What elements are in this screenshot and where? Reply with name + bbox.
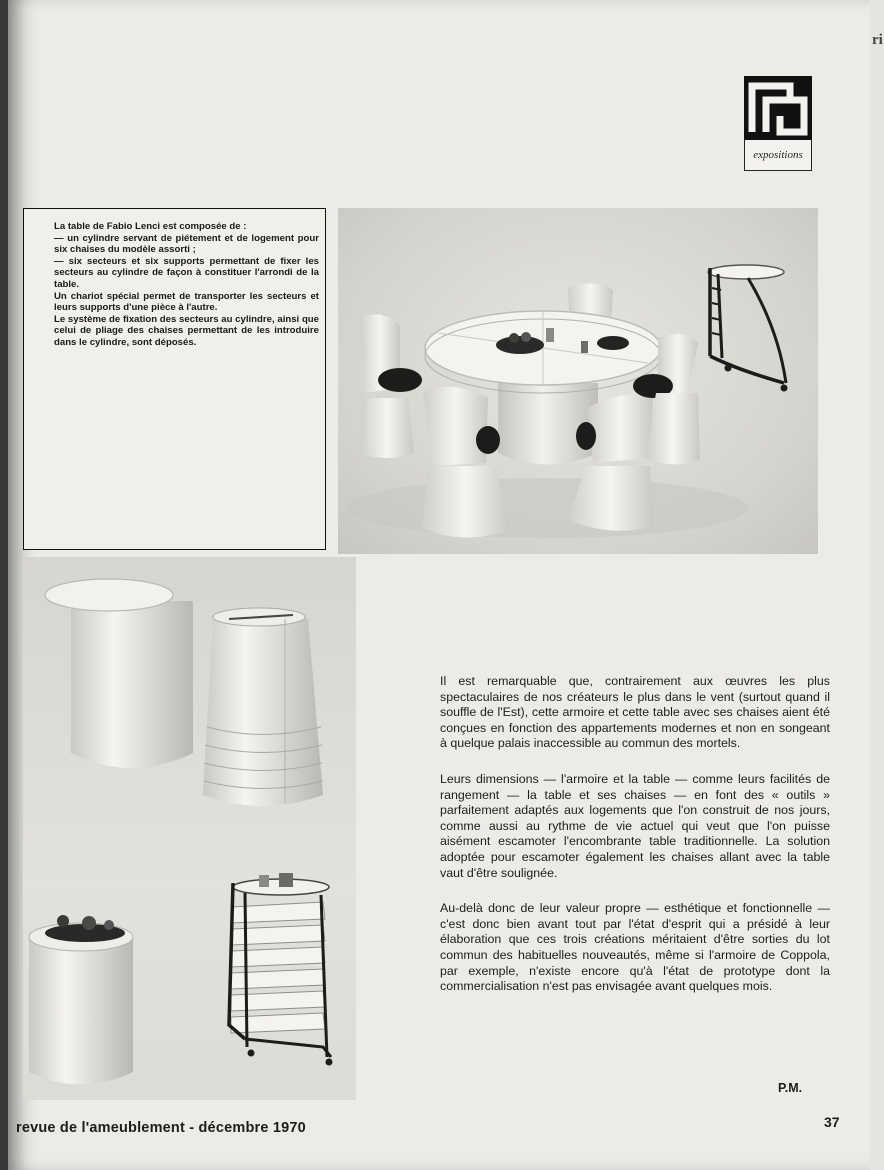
- ra-logo-mark: [744, 76, 812, 140]
- caption-line: Un chariot spécial permet de transporter les secteurs et leurs supports d'une pièce à l'autre.: [54, 290, 319, 314]
- caption-line: — un cylindre servant de piétement et de logement pour six chaises du modèle assorti ;: [54, 232, 319, 256]
- author-signature: P.M.: [778, 1081, 803, 1095]
- caption-line: Le système de fixation des secteurs au cylindre, ainsi que celui de pliage des chaises permettant de les introduire dans le cylindre, sont déposés.: [54, 313, 319, 348]
- next-page-edge-text: ri: [872, 32, 883, 48]
- next-page-edge: [870, 0, 884, 1170]
- publication-footer: revue de l'ameublement - décembre 1970: [16, 1120, 306, 1136]
- caption-line: — six secteurs et six supports permettant de fixer les secteurs au cylindre de façon à constituer l'arrondi de la table.: [54, 255, 319, 290]
- photo-cylinder-and-trolley: [23, 557, 356, 1100]
- ra-monogram-icon: [744, 76, 812, 140]
- page-number: 37: [824, 1114, 840, 1130]
- article-paragraph: Au-delà donc de leur valeur propre — esthétique et fonctionnelle — c'est donc bien avant tout par l'état d'esprit qui a présidé à leur élaboration que ces trois créations méritaient d'être sorties du lot commun des habituelles nouveautés, même si l'armoire de Coppola, par exemple, n'existe encore qu'à l'état de prototype dont la commercialisation n'est pas envisagée avant quelques mois.: [440, 901, 830, 994]
- logo-section-label: expositions: [744, 140, 812, 171]
- article-body: [440, 674, 830, 1015]
- photo-table-and-chairs: [338, 208, 818, 554]
- caption-line: La table de Fabio Lenci est composée de :: [54, 221, 247, 232]
- article-paragraph: Il est remarquable que, contrairement aux œuvres les plus spectaculaires de nos créateurs le plus dans le vent (surtout quand il souffle de l'Est), cette armoire et cette table avec ses chaises aient été conçues en fonction des appartements modernes et non en songeant à quelque palais inaccessible au commun des mortels.: [440, 674, 830, 751]
- magazine-page: [8, 0, 870, 1170]
- caption-box: [23, 208, 326, 550]
- article-paragraph: Leurs dimensions — l'armoire et la table — comme leurs facilités de rangement — la table et ses chaises — en font des « outils » parfaitement adaptés aux logements que l'on construit de nos jours, comme aussi au rythme de vie actuel qui veut que l'on puisse aisément escamoter l'encombrante table traditionnelle. La solution adoptée pour escamoter également les chaises allant avec la table vaut d'être soulignée.: [440, 771, 830, 880]
- caption-text: [54, 221, 319, 349]
- ra-expositions-logo: [744, 76, 812, 172]
